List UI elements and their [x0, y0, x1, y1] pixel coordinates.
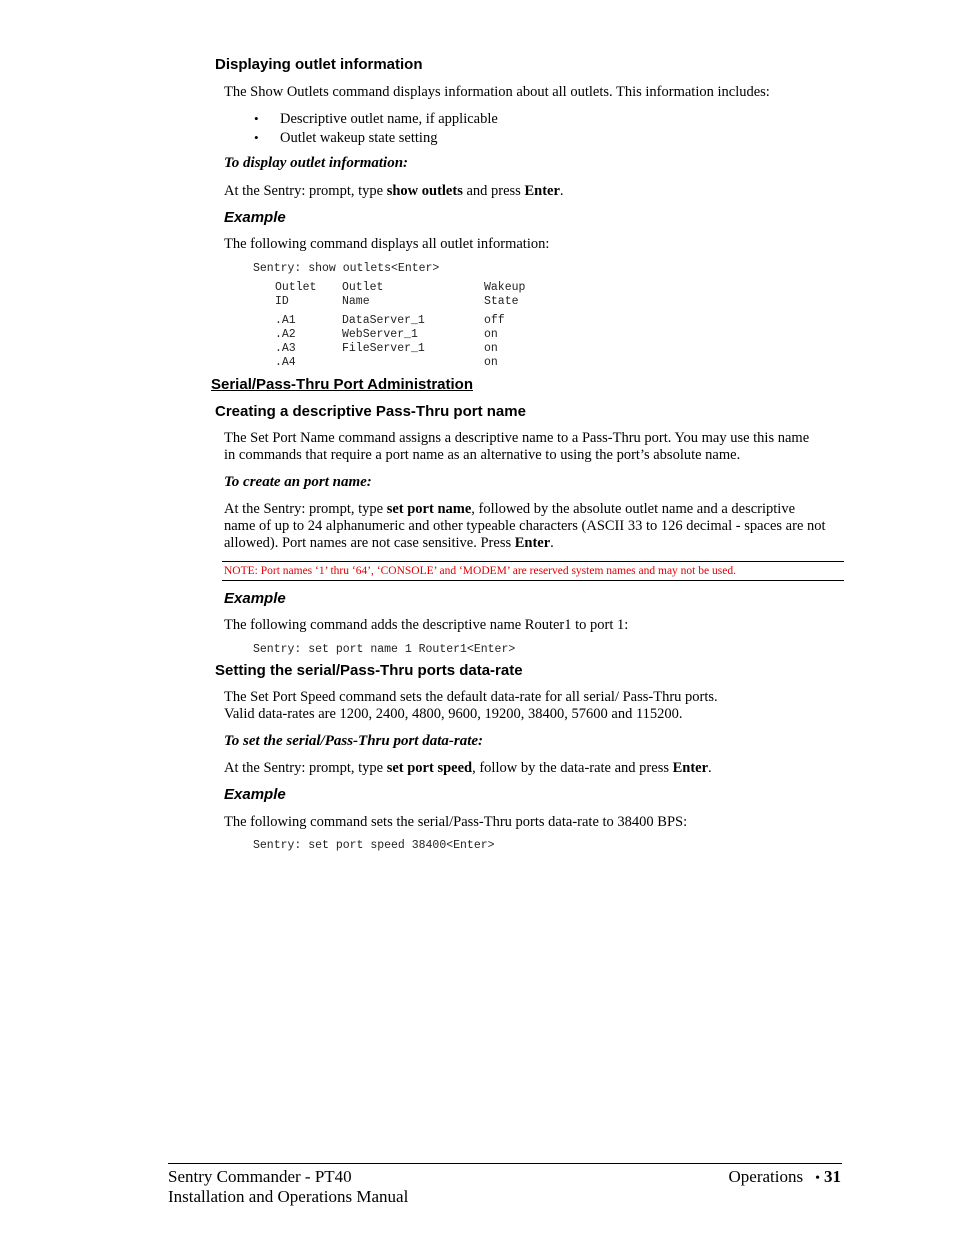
section3-example-text: The following command adds the descriptive name Router1 to port 1:	[224, 617, 629, 633]
section3-instruction-line2: name of up to 24 alphanumeric and other typeable characters (ASCII 33 to 126 decimal - spaces are not	[224, 518, 826, 534]
footer-rule	[168, 1163, 842, 1164]
section-heading-port-administration: Serial/Pass-Thru Port Administration	[211, 376, 473, 393]
section4-example-text: The following command sets the serial/Pass-Thru ports data-rate to 38400 BPS:	[224, 814, 688, 830]
section1-example-text: The following command displays all outlet information:	[224, 236, 550, 252]
footer-manual-title: Installation and Operations Manual	[168, 1187, 409, 1206]
bullet-item-1: Descriptive outlet name, if applicable	[280, 111, 498, 127]
bullet-icon: •	[254, 130, 259, 145]
section3-instruction-line3: allowed). Port names are not case sensitive. Press Enter.	[224, 535, 554, 551]
section3-intro-line1: The Set Port Name command assigns a descriptive name to a Pass-Thru port. You may use this name	[224, 430, 810, 446]
table-header-outlet-name-1: Outlet	[342, 281, 384, 294]
footer-chapter: Operations	[728, 1167, 804, 1186]
command-set-port-speed: Sentry: set port speed 38400<Enter>	[253, 839, 495, 852]
section4-intro-line1: The Set Port Speed command sets the default data-rate for all serial/ Pass-Thru ports.	[224, 689, 718, 705]
section3-instruction-line1: At the Sentry: prompt, type set port name, followed by the absolute outlet name and a descriptive	[224, 501, 796, 517]
table-cell-state: off	[484, 314, 505, 327]
reserved-names-note: NOTE: Port names ‘1’ thru ‘64’, ‘CONSOLE’ and ‘MODEM’ are reserved system names and may not be used.	[224, 565, 736, 577]
bullet-item-2: Outlet wakeup state setting	[280, 130, 438, 146]
table-header-outlet-id-1: Outlet	[275, 281, 317, 294]
example-label: Example	[224, 209, 286, 226]
procedure-heading-set-data-rate: To set the serial/Pass-Thru port data-rate:	[224, 733, 484, 749]
section-heading-port-data-rate: Setting the serial/Pass-Thru ports data-rate	[215, 662, 523, 679]
footer-bullet: •	[815, 1171, 820, 1186]
table-header-outlet-id-2: ID	[275, 295, 289, 308]
footer-product-name: Sentry Commander - PT40	[168, 1167, 352, 1186]
section3-intro-line2: in commands that require a port name as an alternative to using the port’s absolute name.	[224, 447, 741, 463]
command-show-outlets: Sentry: show outlets<Enter>	[253, 262, 440, 275]
page-number: 31	[824, 1167, 841, 1186]
procedure-heading-create-port-name: To create an port name:	[224, 474, 372, 490]
section1-instruction: At the Sentry: prompt, type show outlets and press Enter.	[224, 183, 564, 199]
table-cell-id: .A4	[275, 356, 296, 369]
section-heading-port-name: Creating a descriptive Pass-Thru port name	[215, 403, 526, 420]
procedure-heading-display-outlet: To display outlet information:	[224, 155, 409, 171]
command-set-port-name: Sentry: set port name 1 Router1<Enter>	[253, 643, 516, 656]
table-cell-name: WebServer_1	[342, 328, 418, 341]
table-cell-state: on	[484, 356, 498, 369]
section1-intro: The Show Outlets command displays information about all outlets. This information includes:	[224, 84, 770, 100]
footer-page-info	[729, 1167, 842, 1189]
example-label: Example	[224, 786, 286, 803]
table-header-wakeup-2: State	[484, 295, 519, 308]
note-top-rule	[222, 561, 844, 562]
section-heading-displaying-outlet-info: Displaying outlet information	[215, 56, 423, 73]
table-cell-id: .A1	[275, 314, 296, 327]
table-cell-state: on	[484, 342, 498, 355]
table-cell-id: .A2	[275, 328, 296, 341]
example-label: Example	[224, 590, 286, 607]
table-cell-name: DataServer_1	[342, 314, 425, 327]
table-header-outlet-name-2: Name	[342, 295, 370, 308]
note-bottom-rule	[222, 580, 844, 581]
section4-instruction: At the Sentry: prompt, type set port speed, follow by the data-rate and press Enter.	[224, 760, 712, 776]
table-cell-name: FileServer_1	[342, 342, 425, 355]
table-cell-id: .A3	[275, 342, 296, 355]
section4-intro-line2: Valid data-rates are 1200, 2400, 4800, 9600, 19200, 38400, 57600 and 115200.	[224, 706, 683, 722]
table-cell-state: on	[484, 328, 498, 341]
table-header-wakeup-1: Wakeup	[484, 281, 526, 294]
bullet-icon: •	[254, 111, 259, 126]
